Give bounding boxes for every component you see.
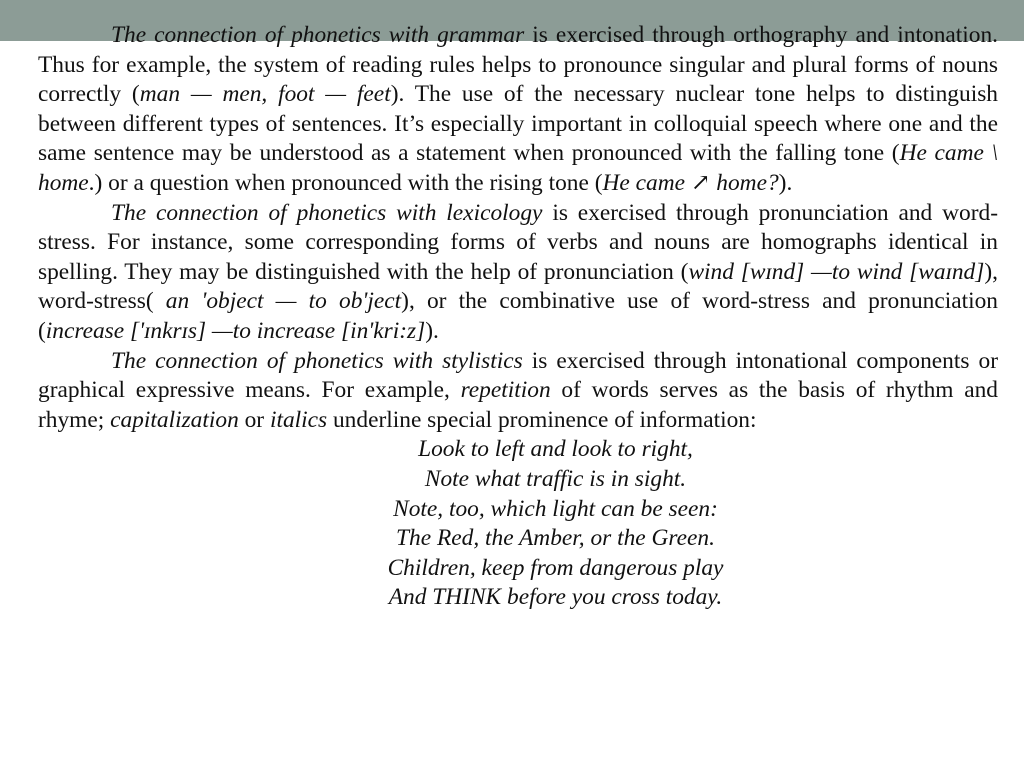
poem-line: And THINK before you cross today. <box>388 584 723 611</box>
text-run: of words serves as the basis of rhythm and rhyme; <box>38 377 998 433</box>
example-run: He came \ home <box>38 140 998 196</box>
example-run: man — men, foot — feet <box>139 81 391 108</box>
text-run: ). The use of the necessary nuclear tone helps to distinguish between different types of sentences. It’s especially important in colloquial speech where one and the same sentence may be understood as a statement when pronounced with the falling tone ( <box>38 81 998 167</box>
example-run: an 'object — to ob'ject <box>165 288 402 315</box>
text-run: is exercised through orthography and intonation. Thus for example, the system of reading rules helps to pronounce singular and plural forms of nouns correctly ( <box>38 22 999 108</box>
poem-line: Look to left and look to right, <box>418 436 693 463</box>
text-run: is exercised through intonational components or graphical expressive means. For example, <box>38 347 998 404</box>
text-run: ). <box>778 169 793 196</box>
poem <box>38 435 998 613</box>
example-run: capitalization <box>110 406 239 433</box>
text-run: ), or the combinative use of word-stress and pronunciation ( <box>38 288 998 344</box>
text-run: ). <box>425 317 439 344</box>
paragraph-stylistics <box>38 347 998 436</box>
poem-line: Note what traffic is in sight. <box>424 465 687 492</box>
paragraph-grammar <box>38 21 998 199</box>
lexicology-heading: The connection of phonetics with lexicology <box>111 199 543 226</box>
stylistics-heading: The connection of phonetics with stylistics <box>111 347 523 374</box>
text-run: .) or a question when pronounced with the rising tone ( <box>88 169 603 196</box>
grammar-heading: The connection of phonetics with grammar <box>111 22 525 48</box>
text-run: or <box>238 406 270 433</box>
poem-line: Note, too, which light can be seen: <box>393 495 718 522</box>
example-run: increase ['ɪnkrɪs] —to increase [in'kri:z] <box>45 317 426 344</box>
poem-line: The Red, the Amber, or the Green. <box>396 525 715 552</box>
example-run: italics <box>269 406 328 433</box>
poem-line: Children, keep from dangerous play <box>387 554 724 581</box>
slide-body <box>38 21 998 613</box>
text-run: underline special prominence of information: <box>327 406 757 433</box>
paragraph-lexicology <box>38 199 998 347</box>
text-run: ), word-stress( <box>38 258 998 315</box>
example-run: wind [wɪnd] —to wind [waɪnd] <box>688 258 985 285</box>
text-run: is exercised through pronunciation and word-stress. For instance, some corresponding forms of verbs and nouns are homographs identical in spelling. They may be distinguished with the help of pronunciation ( <box>38 199 999 285</box>
example-run: He came ↗ home? <box>602 169 779 196</box>
example-run: repetition <box>460 377 551 404</box>
